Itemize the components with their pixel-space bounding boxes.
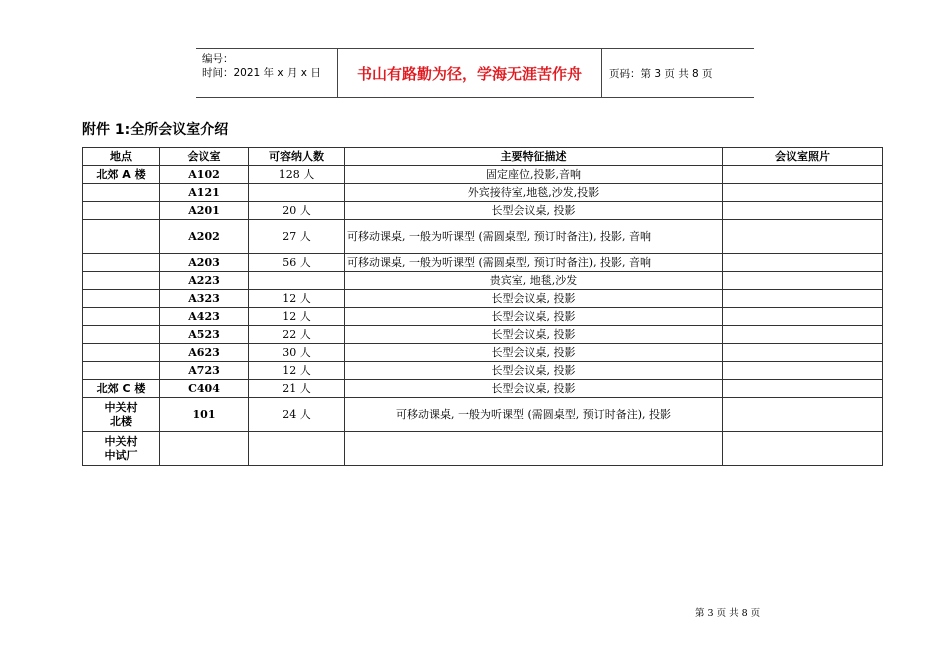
table-row [83,398,883,432]
table-row [83,344,883,362]
section-title: 附件 1:全所会议室介绍 [82,122,229,138]
photo-cell [723,202,883,220]
room-cell: A623 [160,344,249,362]
room-cell: A523 [160,326,249,344]
photo-cell [723,326,883,344]
description-cell: 可移动课桌, 一般为听课型 (需圆桌型, 预订时备注), 投影, 音响 [345,254,723,272]
description-cell: 外宾接待室,地毯,沙发,投影 [345,184,723,202]
room-cell: A723 [160,362,249,380]
description-cell: 贵宾室, 地毯,沙发 [345,272,723,290]
location-cell [83,290,160,308]
table-row [83,166,883,184]
photo-cell [723,308,883,326]
room-cell: A102 [160,166,249,184]
room-cell: C404 [160,380,249,398]
photo-cell [723,254,883,272]
capacity-cell: 12 人 [249,308,345,326]
capacity-cell [249,432,345,466]
capacity-cell: 21 人 [249,380,345,398]
description-cell: 可移动课桌, 一般为听课型 (需圆桌型, 预订时备注), 投影, 音响 [345,220,723,254]
room-cell: A323 [160,290,249,308]
location-cell [83,184,160,202]
room-cell: 101 [160,398,249,432]
capacity-cell [249,272,345,290]
header-location: 地点 [83,148,160,166]
photo-cell [723,432,883,466]
location-cell [83,202,160,220]
table-row [83,308,883,326]
capacity-cell: 12 人 [249,362,345,380]
description-cell: 长型会议桌, 投影 [345,380,723,398]
table-row [83,184,883,202]
capacity-cell: 27 人 [249,220,345,254]
location-cell [83,344,160,362]
table-row [83,432,883,466]
capacity-cell: 22 人 [249,326,345,344]
location-cell [83,220,160,254]
table-row [83,220,883,254]
capacity-cell: 20 人 [249,202,345,220]
room-cell: A223 [160,272,249,290]
header-room: 会议室 [160,148,249,166]
location-cell: 北郊 C 楼 [83,380,160,398]
header-page-label: 页码：第 3 页 共 8 页 [609,67,713,80]
table-row [83,326,883,344]
description-cell: 长型会议桌, 投影 [345,308,723,326]
description-cell: 长型会议桌, 投影 [345,362,723,380]
room-cell: A202 [160,220,249,254]
photo-cell [723,166,883,184]
capacity-cell: 56 人 [249,254,345,272]
photo-cell [723,362,883,380]
location-cell [83,308,160,326]
table-row [83,272,883,290]
room-cell: A201 [160,202,249,220]
description-cell: 长型会议桌, 投影 [345,326,723,344]
table-header-row [83,148,883,166]
description-cell: 长型会议桌, 投影 [345,290,723,308]
photo-cell [723,398,883,432]
location-cell: 中关村 中试厂 [83,432,160,466]
table-row [83,362,883,380]
page-footer: 第 3 页 共 8 页 [695,608,761,619]
table-row [83,202,883,220]
page-header [196,48,754,98]
table-row [83,254,883,272]
location-cell: 中关村 北楼 [83,398,160,432]
description-cell: 长型会议桌, 投影 [345,202,723,220]
room-cell: A423 [160,308,249,326]
photo-cell [723,220,883,254]
photo-cell [723,272,883,290]
room-cell [160,432,249,466]
capacity-cell: 24 人 [249,398,345,432]
description-cell [345,432,723,466]
description-cell: 固定座位,投影,音响 [345,166,723,184]
location-cell: 北郊 A 楼 [83,166,160,184]
table-row [83,290,883,308]
location-cell [83,326,160,344]
photo-cell [723,290,883,308]
meeting-room-table [82,147,883,466]
time-label: 时间：2021 年 x 月 x 日 [202,67,321,79]
capacity-cell: 128 人 [249,166,345,184]
capacity-cell [249,184,345,202]
description-cell: 可移动课桌, 一般为听课型 (需圆桌型, 预订时备注), 投影 [345,398,723,432]
capacity-cell: 30 人 [249,344,345,362]
capacity-cell: 12 人 [249,290,345,308]
header-description: 主要特征描述 [345,148,723,166]
location-cell [83,362,160,380]
description-cell: 长型会议桌, 投影 [345,344,723,362]
header-meta [196,49,338,97]
location-cell [83,254,160,272]
header-capacity: 可容纳人数 [249,148,345,166]
table-row [83,380,883,398]
room-cell: A121 [160,184,249,202]
number-label: 编号： [202,53,234,65]
photo-cell [723,344,883,362]
room-cell: A203 [160,254,249,272]
header-photo: 会议室照片 [723,148,883,166]
header-motto: 书山有路勤为径，学海无涯苦作舟 [338,49,602,97]
photo-cell [723,184,883,202]
photo-cell [723,380,883,398]
location-cell [83,272,160,290]
